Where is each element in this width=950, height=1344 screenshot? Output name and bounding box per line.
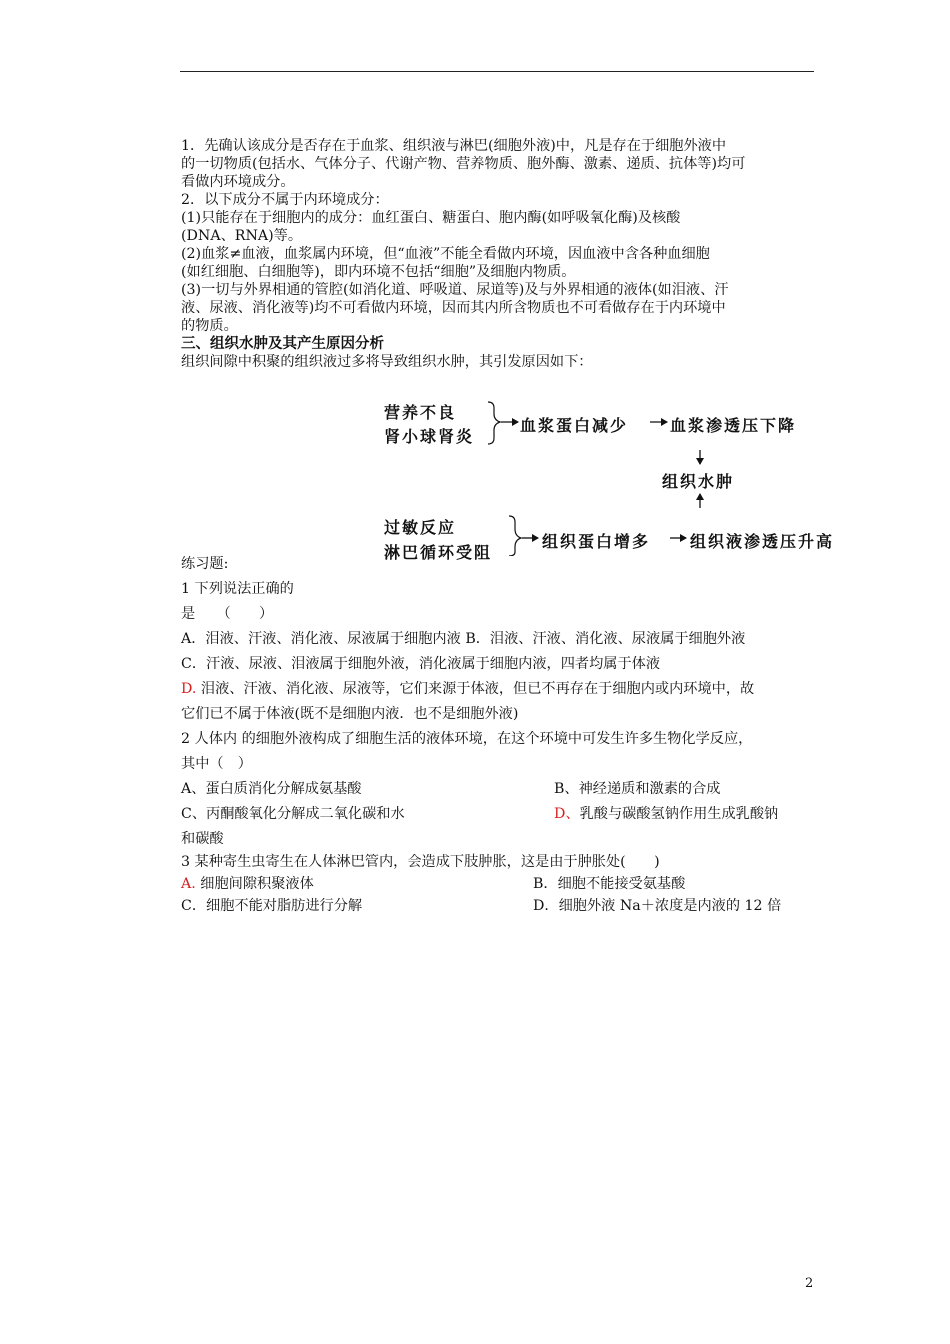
section-heading: 三、组织水肿及其产生原因分析: [181, 336, 384, 352]
text-line: (1)只能存在于细胞内的成分：血红蛋白、糖蛋白、胞内酶(如呼吸氧化酶)及核酸: [181, 210, 681, 226]
q3-option-d: D．细胞外液 Na＋浓度是内液的 12 倍: [533, 898, 782, 914]
text-line: 看做内环境成分。: [181, 174, 295, 190]
edema-diagram: [380, 398, 870, 562]
answer-letter: D.: [181, 681, 197, 697]
chain-plasma-osmotic: 血浆渗透压下降: [670, 416, 797, 435]
section1-body: [181, 137, 821, 371]
page-number: 2: [805, 1276, 814, 1291]
q3-stem: 3 某种寄生虫寄生在人体淋巴管内，会造成下肢肿胀，这是由于肿胀处( ): [181, 854, 660, 870]
q2-option-d-text: 乳酸与碳酸氢钠作用生成乳酸钠: [579, 806, 779, 822]
q1-option-d-cont: 它们已不属于体液(既不是细胞内液．也不是细胞外液): [181, 706, 519, 722]
q2-option-d-cont: 和碳酸: [181, 831, 224, 847]
text-line: (2)血浆≠血液，血浆属内环境，但“血液”不能全看做内环境，因血液中含各种血细胞: [181, 246, 710, 262]
chain-plasma-protein: 血浆蛋白减少: [520, 416, 629, 435]
text-line: 的一切物质(包括水、气体分子、代谢产物、营养物质、胞外酶、激素、递质、抗体等)均可: [181, 156, 746, 172]
text-line: (3)一切与外界相通的管腔(如消化道、呼吸道、尿道等)及与外界相通的液体(如泪液、汗: [181, 282, 729, 298]
answer-letter: A.: [181, 876, 196, 892]
q1-option-c: C．汗液、尿液、泪液属于细胞外液，消化液属于细胞内液，四者均属于体液: [181, 656, 661, 672]
cause-glomerulonephritis: 肾小球肾炎: [384, 427, 475, 446]
header-rule: [180, 71, 814, 72]
q3-option-b: B．细胞不能接受氨基酸: [533, 876, 686, 892]
q1-options-ab: A．泪液、汗液、消化液、尿液属于细胞内液 B．泪液、汗液、消化液、尿液属于细胞外液: [181, 631, 746, 647]
answer-letter: D、: [554, 806, 580, 822]
section-intro: 组织间隙中积聚的组织液过多将导致组织水肿，其引发原因如下：: [181, 354, 593, 370]
q2-option-c: C、丙酮酸氧化分解成二氧化碳和水: [181, 806, 405, 822]
exercises: [181, 552, 821, 852]
q2-stem: 2 人体内 的细胞外液构成了细胞生活的液体环境，在这个环境中可发生许多生物化学反应，: [181, 731, 753, 747]
q2-stem-cont: 其中（ ）: [181, 756, 252, 772]
text-line: 的物质。: [181, 318, 238, 334]
chain-tissue-protein: 组织蛋白增多: [542, 532, 651, 551]
q3-option-a: [181, 873, 314, 895]
q2-option-a: A、蛋白质消化分解成氨基酸: [181, 781, 362, 797]
q1-option-d-text: 泪液、汗液、消化液、尿液等，它们来源于体液，但已不再存在于细胞内或内环境中，故: [196, 681, 755, 697]
q2-row-ab: [181, 777, 821, 802]
exercises-title: 练习题:: [181, 556, 229, 572]
chain-tissue-osmotic: 组织液渗透压升高: [690, 532, 835, 551]
cause-lymph-blocked: 淋巴循环受阻: [384, 543, 493, 562]
cause-allergy: 过敏反应: [384, 518, 457, 537]
q2-option-d: [554, 802, 778, 827]
q3-row-ab: [181, 873, 821, 895]
q1-option-d: [181, 677, 821, 702]
q1-stem: 1 下列说法正确的: [181, 581, 294, 597]
top-brace: [488, 402, 500, 444]
text-line: 1．先确认该成分是否存在于血浆、组织液与淋巴(细胞外液)中，凡是存在于细胞外液中: [181, 138, 727, 154]
center-edema: 组织水肿: [662, 472, 735, 491]
text-line: (DNA、RNA)等。: [181, 228, 303, 244]
q2-option-b: B、神经递质和激素的合成: [554, 781, 721, 797]
q3-option-c: C．细胞不能对脂肪进行分解: [181, 898, 363, 914]
q1-stem-cont: 是 （ ）: [181, 606, 274, 622]
text-line: 液、尿液、消化液等)均不可看做内环境，因而其内所含物质也不可看做存在于内环境中: [181, 300, 726, 316]
q2-row-cd: [181, 802, 821, 827]
cause-malnutrition: 营养不良: [384, 403, 457, 422]
bottom-brace: [509, 516, 521, 556]
text-line: 2．以下成分不属于内环境成分：: [181, 192, 389, 208]
q3-row-cd: [181, 895, 821, 917]
q3-option-a-text: 细胞间隙积聚液体: [195, 876, 314, 892]
text-line: (如红细胞、白细胞等)，即内环境不包括“细胞”及细胞内物质。: [181, 264, 576, 280]
question-3: [181, 851, 821, 917]
